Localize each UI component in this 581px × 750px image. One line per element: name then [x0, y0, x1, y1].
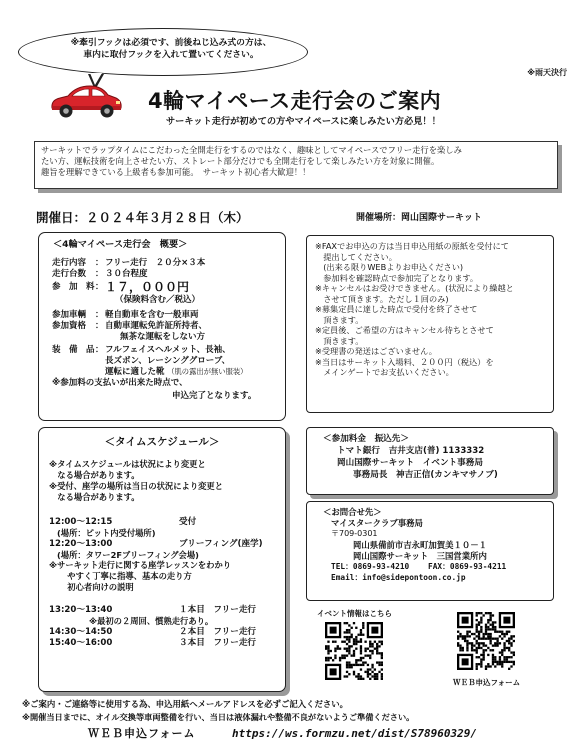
- notice-line: メインゲートでお支払いください。: [315, 367, 454, 377]
- notice-line: 参加料を確認時点で参加完了となります。: [315, 272, 479, 283]
- notice-line: させて頂きます。ただし１回のみ): [315, 293, 449, 304]
- tow-hook-notice: [46, 38, 296, 62]
- web-form-qr-label: ＷＥＢ申込フォーム: [453, 678, 521, 687]
- equipment-line3: [52, 367, 285, 378]
- notice-line: (出来る限りWEBよりお申込ください): [315, 262, 464, 272]
- schedule-note: ※タイムスケジュールは状況により変更と: [49, 459, 206, 470]
- web-form-label: ＷＥＢ申込フォーム: [88, 727, 196, 740]
- intro-line: サーキットでラップタイムにこだわった全開走行をするのではなく、趣味としてマイペースでフリー走行を楽しみ: [41, 145, 462, 155]
- row-value: 軽自動車を含む一般車両: [105, 309, 199, 320]
- schedule-time: 13:20～13:40: [49, 604, 113, 615]
- notice-list: [307, 236, 553, 378]
- briefing-note: やすく丁寧に指導、基本の走り方: [59, 571, 192, 582]
- schedule-note: なる場合があります。: [49, 470, 140, 481]
- equipment-shoes: 運転に適した靴: [105, 367, 165, 378]
- fee-label: 参 加 料: [52, 281, 95, 292]
- schedule-item-run2: [49, 627, 285, 638]
- schedule-time: 12:00～12:15: [49, 516, 113, 527]
- schedule-item-reception: [49, 517, 285, 528]
- row-value: ３０台程度: [105, 268, 148, 279]
- row-value: フルフェイスヘルメット、長袖、: [105, 345, 231, 356]
- briefing-note: ※サーキット走行に関する座学レッスンをわかり: [49, 560, 232, 571]
- row-label: 参加車輌: [52, 309, 87, 320]
- contact-office: 岡山国際サーキット 三国営業所内: [353, 551, 487, 562]
- payment-note-line2: 申込完了となります。: [172, 390, 257, 401]
- notice-line: 頂きます。: [315, 314, 364, 325]
- event-venue: 開催場所：岡山国際サーキット: [356, 213, 482, 223]
- notice-box: [306, 235, 554, 413]
- schedule-item-run3: [49, 638, 285, 649]
- overview-row-cars: 走行台数 ： ３０台程度: [52, 268, 148, 279]
- intro-line: たい方、運転技術を向上させたい方、ストレート部分だけでも全開走行をして楽しみたい方を対象に開催。: [41, 155, 440, 166]
- schedule-heading: ＜タイムスケジュール＞: [104, 436, 220, 448]
- contact-fax: FAX：0869-93-4211: [428, 562, 507, 572]
- payment-box: [306, 427, 554, 495]
- schedule-item-briefing: [49, 539, 285, 550]
- equipment-note: （肌の露出が無い服装）: [167, 367, 248, 377]
- notice-line: ※受理書の発送はございません。: [315, 346, 437, 356]
- footer-note-maintenance: ※開催当日までに、オイル交換等車両整備を行い、当日は液体漏れや整備不良がないようご準備ください。: [22, 712, 415, 722]
- row-label: 走行台数: [52, 268, 87, 279]
- tow-hook-notice-line1: ※牽引フックは必須です、前後ねじ込み式の方は、: [70, 38, 272, 48]
- fee-note: （保険料含む／税込）: [115, 294, 201, 305]
- overview-row-vehicle: 参加車輌 ： 軽自動車を含む一般車両: [52, 309, 199, 320]
- notice-line: ※キャンセルはお受けできません。(状況により繰越と: [315, 283, 514, 293]
- run1-note: ※最初の２周回、慣熟走行あり。: [89, 615, 214, 626]
- page-subtitle: サーキット走行が初めての方やマイペースに楽しみたい方必見！！: [166, 116, 441, 127]
- schedule-note: ※受付、座学の場所は当日の状況により変更と: [49, 481, 224, 491]
- schedule-item-run1: [49, 605, 285, 616]
- briefing-note: 初心者向けの説明: [59, 582, 134, 593]
- payment-heading: ＜参加料金 振込先＞: [323, 434, 409, 444]
- overview-row-equipment: 装 備 品 ： フルフェイスヘルメット、長袖、: [52, 345, 231, 356]
- overview-row-content: 走行内容 ： フリー走行 ２０分×３本: [52, 257, 206, 268]
- contact-phone-fax: [323, 562, 553, 572]
- row-label: 装 備 品: [52, 345, 95, 356]
- row-value: フリー走行 ２０分×３本: [105, 257, 206, 268]
- payment-bank: トマト銀行 吉井支店(普) 1133332: [337, 445, 485, 456]
- schedule-time: 12:20～13:00: [49, 538, 113, 549]
- tow-hook-notice-line2: 車内に取付フックを入れて置いてください。: [83, 49, 259, 60]
- schedule-note: なる場合があります。: [49, 491, 140, 502]
- web-form-link[interactable]: https://ws.formzu.net/dist/S78960329/: [232, 727, 478, 740]
- notice-line: ※定員後、ご希望の方はキャンセル待ちとさせて: [315, 325, 494, 335]
- schedule-place: (場所：タワー2Fブリーフィング会場): [57, 549, 199, 560]
- event-info-qr-code[interactable]: [325, 622, 383, 680]
- contact-zip: 〒709-0301: [331, 529, 378, 539]
- overview-row-fee: 参 加 料 ： １７，０００円: [52, 279, 190, 294]
- notice-line: ※FAXでお申込の方は当日申込用紙の原紙を受付にて: [315, 241, 509, 251]
- page-title: 4輪マイペース走行会のご案内: [148, 89, 442, 113]
- red-car-icon: [46, 80, 124, 122]
- qualification-line2: 無茶な運転をしない方: [120, 331, 206, 342]
- notice-line: ※募集定員に達した時点で受付を終了させて: [315, 304, 478, 314]
- notice-line: 頂きます。: [315, 335, 364, 346]
- overview-heading: ＜4輪マイペース走行会 概要＞: [53, 239, 188, 250]
- rain-note: ※雨天決行: [527, 68, 567, 77]
- row-label: 走行内容: [52, 257, 87, 268]
- payment-note-line1: ※参加料の支払いが出来た時点で、: [52, 378, 188, 388]
- schedule-time: 15:40～16:00: [49, 637, 113, 648]
- schedule-activity: ３本目 フリー走行: [179, 637, 257, 648]
- overview-box: [38, 232, 286, 421]
- equipment-line2: 長ズボン、レーシンググローブ、: [105, 356, 231, 367]
- contact-tel: TEL：0869-93-4210: [331, 562, 410, 572]
- payment-account-name: 岡山国際サーキット イベント事務局: [337, 457, 483, 468]
- fee-value: １７，０００円: [105, 279, 190, 294]
- intro-box: [34, 141, 558, 189]
- contact-address: 岡山県備前市吉永町加賀美１０－１: [353, 539, 487, 550]
- web-form-qr-code[interactable]: [457, 612, 515, 670]
- schedule-box: [38, 427, 286, 692]
- contact-email: Email：info@sidepontoon.co.jp: [331, 572, 466, 582]
- schedule-time: 14:30～14:50: [49, 626, 113, 637]
- event-info-label: イベント情報はこちら: [317, 609, 392, 618]
- payment-manager: 事務局長 神吉正信(カンキマサノブ): [353, 469, 498, 480]
- row-label: 参加資格: [52, 320, 87, 331]
- schedule-activity: ２本目 フリー走行: [179, 626, 257, 637]
- event-date: 開催日：２０２４年３月２８日（木）: [36, 210, 249, 225]
- schedule-place: (場所：ピット内受付場所): [57, 527, 156, 538]
- notice-line: 提出してください。: [315, 251, 397, 262]
- intro-line: 趣旨を理解できている上級者も参加可能。 サーキット初心者大歓迎！！: [41, 166, 311, 177]
- footer-note-email: ※ご案内・ご連絡等に使用する為、申込用紙へメールアドレスを必ずご記入ください。: [22, 699, 348, 709]
- contact-heading: ＜お問合せ先＞: [323, 507, 382, 517]
- overview-row-qualification: 参加資格 ： 自動車運転免許証所持者、: [52, 320, 208, 331]
- contact-box: [306, 501, 554, 601]
- row-value: 自動車運転免許証所持者、: [105, 320, 208, 331]
- schedule-activity: ブリーフィング(座学): [179, 538, 263, 549]
- notice-line: ※当日はサーキット入場料、２００円（税込）を: [315, 356, 494, 367]
- schedule-activity: 受付: [179, 516, 197, 527]
- schedule-activity: １本目 フリー走行: [179, 604, 257, 615]
- contact-org: マイスタークラブ事務局: [331, 518, 423, 529]
